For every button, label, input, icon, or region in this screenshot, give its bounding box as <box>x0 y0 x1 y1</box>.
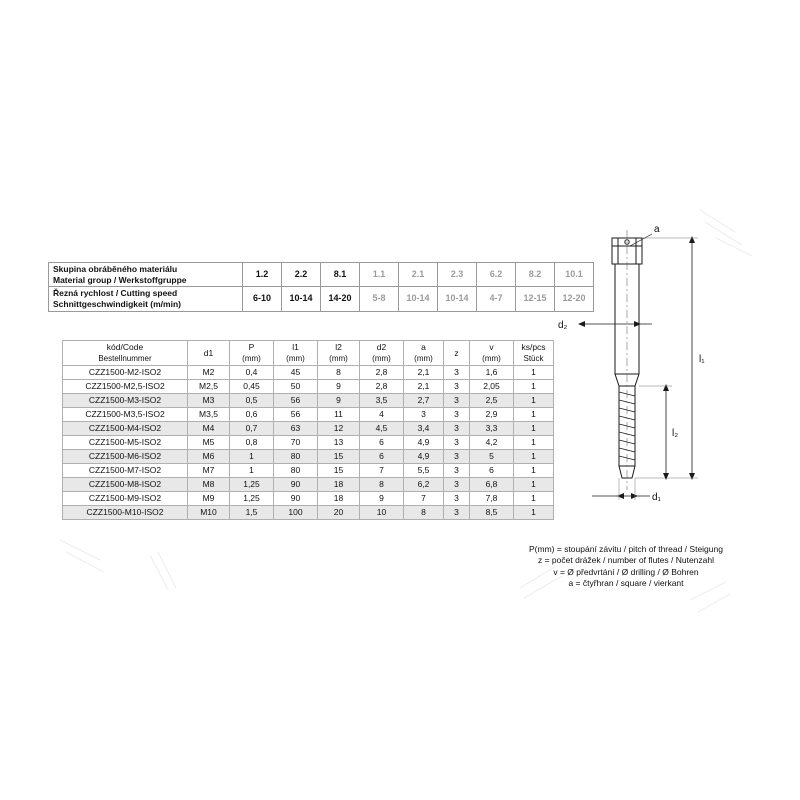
cell-pcs: 1 <box>514 450 554 464</box>
cell-l2: 15 <box>318 450 360 464</box>
cell-l2: 9 <box>318 394 360 408</box>
label-line-cs: Řezná rychlost / Cutting speed <box>53 288 178 299</box>
table-row <box>63 366 554 380</box>
cell-code: CZZ1500-M3-ISO2 <box>63 394 188 408</box>
legend-line-flutes: z = počet drážek / number of flutes / Nutenzahl <box>538 555 714 566</box>
legend-line-square: a = čtyřhran / square / vierkant <box>568 578 684 589</box>
cell-p: 0,6 <box>230 408 274 422</box>
cell-v: 3,3 <box>470 422 514 436</box>
col-header-d1: d1 <box>188 341 230 366</box>
legend-line-drilling: v = Ø předvrtání / Ø drilling / Ø Bohren <box>553 566 699 577</box>
cell-z: 3 <box>444 380 470 394</box>
cell-l1: 90 <box>274 478 318 492</box>
table-row <box>63 394 554 408</box>
cell-pcs: 1 <box>514 464 554 478</box>
cell-a: 2,7 <box>404 394 444 408</box>
cell-d2: 7 <box>360 464 404 478</box>
cell-d2: 6 <box>360 450 404 464</box>
cutting-speed-cell: 12-20 <box>555 287 594 311</box>
material-group-cell: 6.2 <box>477 263 516 287</box>
cell-l2: 11 <box>318 408 360 422</box>
cell-d1: M2,5 <box>188 380 230 394</box>
material-group-cell: 2.3 <box>438 263 477 287</box>
drawing-legend <box>506 544 746 590</box>
material-group-cell: 8.1 <box>321 263 360 287</box>
cell-v: 6,8 <box>470 478 514 492</box>
cell-v: 7,8 <box>470 492 514 506</box>
col-header-a: a (mm) <box>404 341 444 366</box>
material-group-cell: 2.1 <box>399 263 438 287</box>
cell-p: 1 <box>230 464 274 478</box>
cell-d2: 6 <box>360 436 404 450</box>
label-line-de: Schnittgeschwindigkeit (m/min) <box>53 298 181 309</box>
cell-a: 2,1 <box>404 366 444 380</box>
cell-pcs: 1 <box>514 366 554 380</box>
table-row <box>63 478 554 492</box>
cell-l1: 56 <box>274 408 318 422</box>
material-group-cell: 2.2 <box>282 263 321 287</box>
dim-label-a: a <box>654 224 660 235</box>
cell-p: 1,25 <box>230 492 274 506</box>
cell-code: CZZ1500-M6-ISO2 <box>63 450 188 464</box>
cutting-speed-cell: 10-14 <box>399 287 438 311</box>
cell-pcs: 1 <box>514 506 554 520</box>
cell-d2: 9 <box>360 492 404 506</box>
cell-d2: 8 <box>360 478 404 492</box>
cell-code: CZZ1500-M10-ISO2 <box>63 506 188 520</box>
dimension-table <box>62 340 554 520</box>
cell-pcs: 1 <box>514 436 554 450</box>
table-row <box>63 506 554 520</box>
table-row <box>63 436 554 450</box>
cell-a: 6,2 <box>404 478 444 492</box>
table-row <box>63 408 554 422</box>
cell-z: 3 <box>444 450 470 464</box>
cell-code: CZZ1500-M2,5-ISO2 <box>63 380 188 394</box>
cell-v: 5 <box>470 450 514 464</box>
cell-a: 4,9 <box>404 450 444 464</box>
material-group-cell: 10.1 <box>555 263 594 287</box>
dim-label-d1: d₁ <box>652 492 661 503</box>
dim-label-l1: l₁ <box>699 354 705 365</box>
cell-v: 2,9 <box>470 408 514 422</box>
cell-v: 6 <box>470 464 514 478</box>
cell-code: CZZ1500-M9-ISO2 <box>63 492 188 506</box>
cell-l1: 45 <box>274 366 318 380</box>
cell-l1: 63 <box>274 422 318 436</box>
cell-v: 4,2 <box>470 436 514 450</box>
cell-p: 0,5 <box>230 394 274 408</box>
material-group-cell: 8.2 <box>516 263 555 287</box>
cell-a: 3 <box>404 408 444 422</box>
cell-z: 3 <box>444 394 470 408</box>
cell-l1: 100 <box>274 506 318 520</box>
table-row <box>63 450 554 464</box>
cell-p: 0,45 <box>230 380 274 394</box>
cell-p: 1,25 <box>230 478 274 492</box>
cell-p: 0,4 <box>230 366 274 380</box>
legend-line-pitch: P(mm) = stoupání závitu / pitch of thread / Steigung <box>529 544 723 554</box>
material-group-cell: 1.1 <box>360 263 399 287</box>
cell-l2: 15 <box>318 464 360 478</box>
cell-p: 0,7 <box>230 422 274 436</box>
cell-v: 2,5 <box>470 394 514 408</box>
material-group-cell: 1.2 <box>243 263 282 287</box>
cell-d2: 4 <box>360 408 404 422</box>
cell-code: CZZ1500-M3,5-ISO2 <box>63 408 188 422</box>
cell-v: 8,5 <box>470 506 514 520</box>
cell-l1: 80 <box>274 464 318 478</box>
cell-z: 3 <box>444 506 470 520</box>
cell-pcs: 1 <box>514 478 554 492</box>
cell-l1: 90 <box>274 492 318 506</box>
cell-l1: 56 <box>274 394 318 408</box>
cell-l2: 8 <box>318 366 360 380</box>
cell-d2: 2,8 <box>360 380 404 394</box>
cell-code: CZZ1500-M4-ISO2 <box>63 422 188 436</box>
cell-p: 1,5 <box>230 506 274 520</box>
cutting-speed-cell: 6-10 <box>243 287 282 311</box>
cutting-speed-cell: 10-14 <box>438 287 477 311</box>
cell-pcs: 1 <box>514 408 554 422</box>
cell-l2: 13 <box>318 436 360 450</box>
cell-z: 3 <box>444 408 470 422</box>
cell-d1: M9 <box>188 492 230 506</box>
col-header-pcs: ks/pcs Stück <box>514 341 554 366</box>
cell-a: 3,4 <box>404 422 444 436</box>
cell-a: 4,9 <box>404 436 444 450</box>
cell-l2: 20 <box>318 506 360 520</box>
label-line-en-de: Material group / Werkstoffgruppe <box>53 274 187 285</box>
label-line-cs: Skupina obráběného materiálu <box>53 264 178 274</box>
cell-code: CZZ1500-M5-ISO2 <box>63 436 188 450</box>
cell-a: 5,5 <box>404 464 444 478</box>
dim-label-l2: l₂ <box>672 428 679 439</box>
cell-d1: M7 <box>188 464 230 478</box>
cell-a: 7 <box>404 492 444 506</box>
cell-z: 3 <box>444 366 470 380</box>
cell-z: 3 <box>444 492 470 506</box>
cell-p: 0,8 <box>230 436 274 450</box>
cutting-speed-cell: 14-20 <box>321 287 360 311</box>
cell-z: 3 <box>444 436 470 450</box>
cell-d1: M6 <box>188 450 230 464</box>
cell-pcs: 1 <box>514 492 554 506</box>
cell-d1: M3 <box>188 394 230 408</box>
cell-l1: 70 <box>274 436 318 450</box>
table-row <box>63 380 554 394</box>
table-row <box>63 492 554 506</box>
cell-l1: 50 <box>274 380 318 394</box>
cell-code: CZZ1500-M7-ISO2 <box>63 464 188 478</box>
cell-z: 3 <box>444 478 470 492</box>
cell-d1: M10 <box>188 506 230 520</box>
cutting-speed-row-label <box>49 287 243 311</box>
cell-l1: 80 <box>274 450 318 464</box>
col-header-l2: l2 (mm) <box>318 341 360 366</box>
dim-label-d2: d₂ <box>558 320 568 331</box>
cell-d2: 2,8 <box>360 366 404 380</box>
cell-d2: 3,5 <box>360 394 404 408</box>
col-header-p: P (mm) <box>230 341 274 366</box>
cell-l2: 12 <box>318 422 360 436</box>
cutting-speed-cell: 12-15 <box>516 287 555 311</box>
cell-code: CZZ1500-M8-ISO2 <box>63 478 188 492</box>
cell-d2: 4,5 <box>360 422 404 436</box>
cell-d1: M3,5 <box>188 408 230 422</box>
cell-a: 8 <box>404 506 444 520</box>
cell-code: CZZ1500-M2-ISO2 <box>63 366 188 380</box>
col-header-code: kód/Code Bestellnummer <box>63 341 188 366</box>
col-header-z: z <box>444 341 470 366</box>
cell-a: 2,1 <box>404 380 444 394</box>
cell-z: 3 <box>444 464 470 478</box>
col-header-l1: l1 (mm) <box>274 341 318 366</box>
cutting-speed-cell: 10-14 <box>282 287 321 311</box>
cutting-speed-cell: 4-7 <box>477 287 516 311</box>
cell-pcs: 1 <box>514 422 554 436</box>
cell-v: 2,05 <box>470 380 514 394</box>
col-header-v: v (mm) <box>470 341 514 366</box>
cell-p: 1 <box>230 450 274 464</box>
cell-l2: 18 <box>318 478 360 492</box>
cell-d2: 10 <box>360 506 404 520</box>
cell-d1: M2 <box>188 366 230 380</box>
cell-l2: 9 <box>318 380 360 394</box>
cell-pcs: 1 <box>514 394 554 408</box>
tap-tool-drawing <box>500 200 760 530</box>
cell-d1: M8 <box>188 478 230 492</box>
col-header-d2: d2 (mm) <box>360 341 404 366</box>
cell-z: 3 <box>444 422 470 436</box>
table-row <box>63 464 554 478</box>
cell-d1: M5 <box>188 436 230 450</box>
cell-d1: M4 <box>188 422 230 436</box>
cell-pcs: 1 <box>514 380 554 394</box>
table-row <box>63 422 554 436</box>
material-group-row-label <box>49 263 243 287</box>
cutting-speed-cell: 5-8 <box>360 287 399 311</box>
table-header-row <box>63 341 554 366</box>
cell-l2: 18 <box>318 492 360 506</box>
cell-v: 1,6 <box>470 366 514 380</box>
